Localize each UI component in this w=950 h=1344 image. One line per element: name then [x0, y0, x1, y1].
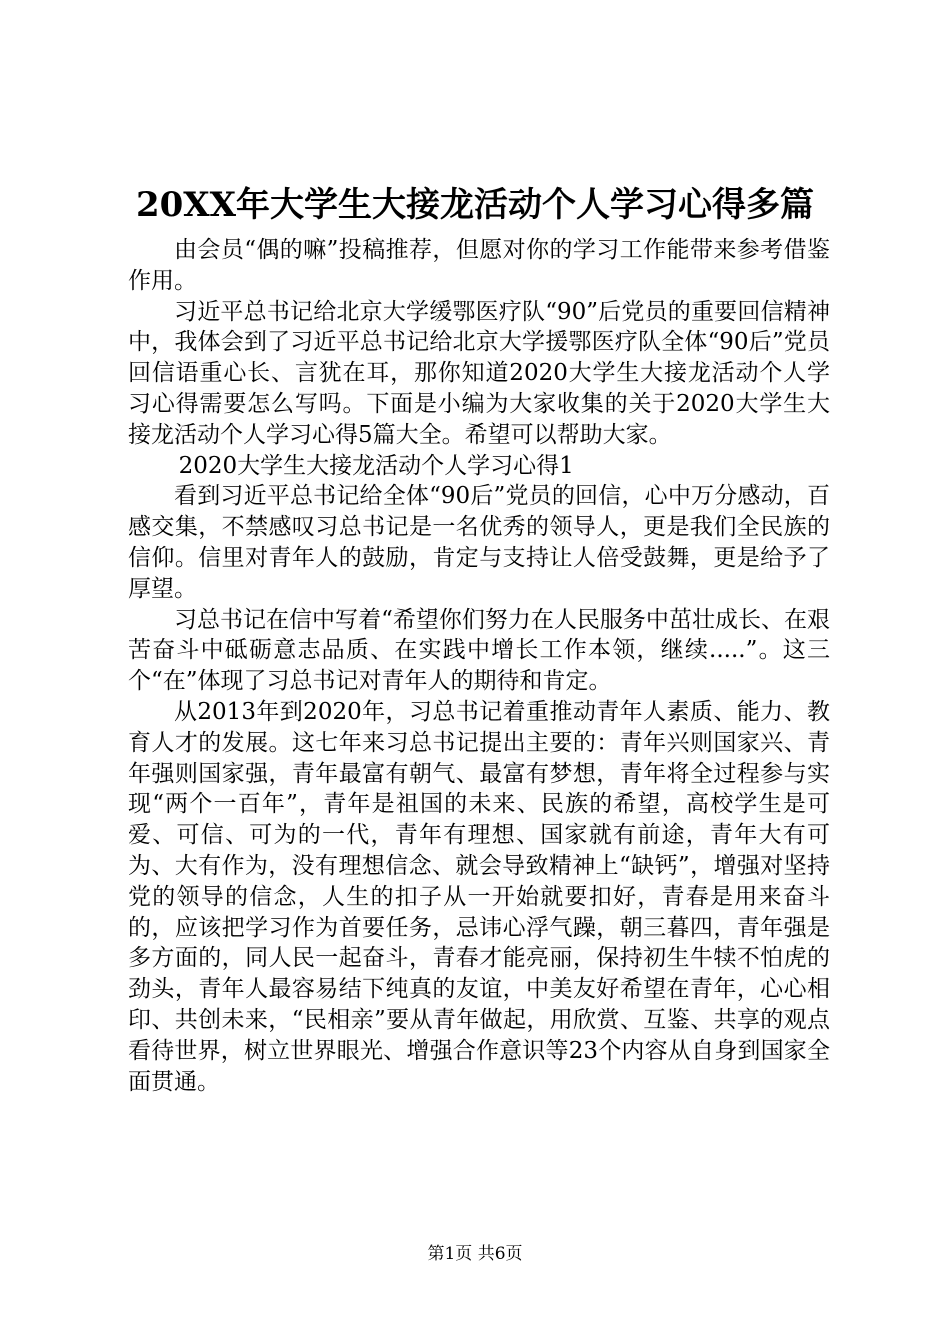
- background-paragraph: 习近平总书记给北京大学缓鄂医疗队“90”后党员的重要回信精神中，我体会到了习近平总书记给北京大学援鄂医疗队全体“90后”党员回信语重心长、言犹在耳，那你知道2020大学生大接龙活动个人学习心得需要怎么写吗。下面是小编为大家收集的关于2020大学生大接龙活动个人学习心得5篇大全。希望可以帮助大家。: [128, 298, 830, 448]
- page-number-footer: 第1页 共6页: [427, 1244, 523, 1264]
- body-paragraph: 看到习近平总书记给全体“90后”党员的回信，心中万分感动，百感交集，不禁感叹习总书记是一名优秀的领导人，更是我们全民族的信仰。信里对青年人的鼓励，肯定与支持让人倍受鼓舞，更是给予了厚望。: [128, 483, 830, 602]
- body-paragraph: 习总书记在信中写着“希望你们努力在人民服务中茁壮成长、在艰苦奋斗中砥砺意志品质、在实践中增长工作本领，继续.....”。这三个“在”体现了习总书记对青年人的期待和肯定。: [128, 606, 830, 695]
- section-heading: 2020大学生大接龙活动个人学习心得1: [178, 452, 574, 479]
- document-body: [128, 235, 830, 1097]
- document-title: 20XX年大学生大接龙活动个人学习心得多篇: [135, 185, 815, 225]
- intro-paragraph: 由会员“偶的嘛”投稿推荐，但愿对你的学习工作能带来参考借鉴作用。: [128, 237, 830, 294]
- body-paragraph: 从2013年到2020年，习总书记着重推动青年人素质、能力、教育人才的发展。这七年来习总书记提出主要的：青年兴则国家兴、青年强则国家强，青年最富有朝气、最富有梦想，青年将全过程参与实现“两个一百年”，青年是祖国的未来、民族的希望，高校学生是可爱、可信、可为的一代，青年有理想、国家就有前途，青年大有可为、大有作为，没有理想信念、就会导致精神上“缺钙”，增强对坚持党的领导的信念，人生的扣子从一开始就要扣好，青春是用来奋斗的，应该把学习作为首要任务，忌讳心浮气躁，朝三暮四，青年强是多方面的，同人民一起奋斗，青春才能亮丽，保持初生牛犊不怕虎的劲头，青年人最容易结下纯真的友谊，中美友好希望在青年，心心相印、共创未来，“民相亲”要从青年做起，用欣赏、互鉴、共享的观点看待世界，树立世界眼光、增强合作意识等23个内容从自身到国家全面贯通。: [128, 698, 830, 1095]
